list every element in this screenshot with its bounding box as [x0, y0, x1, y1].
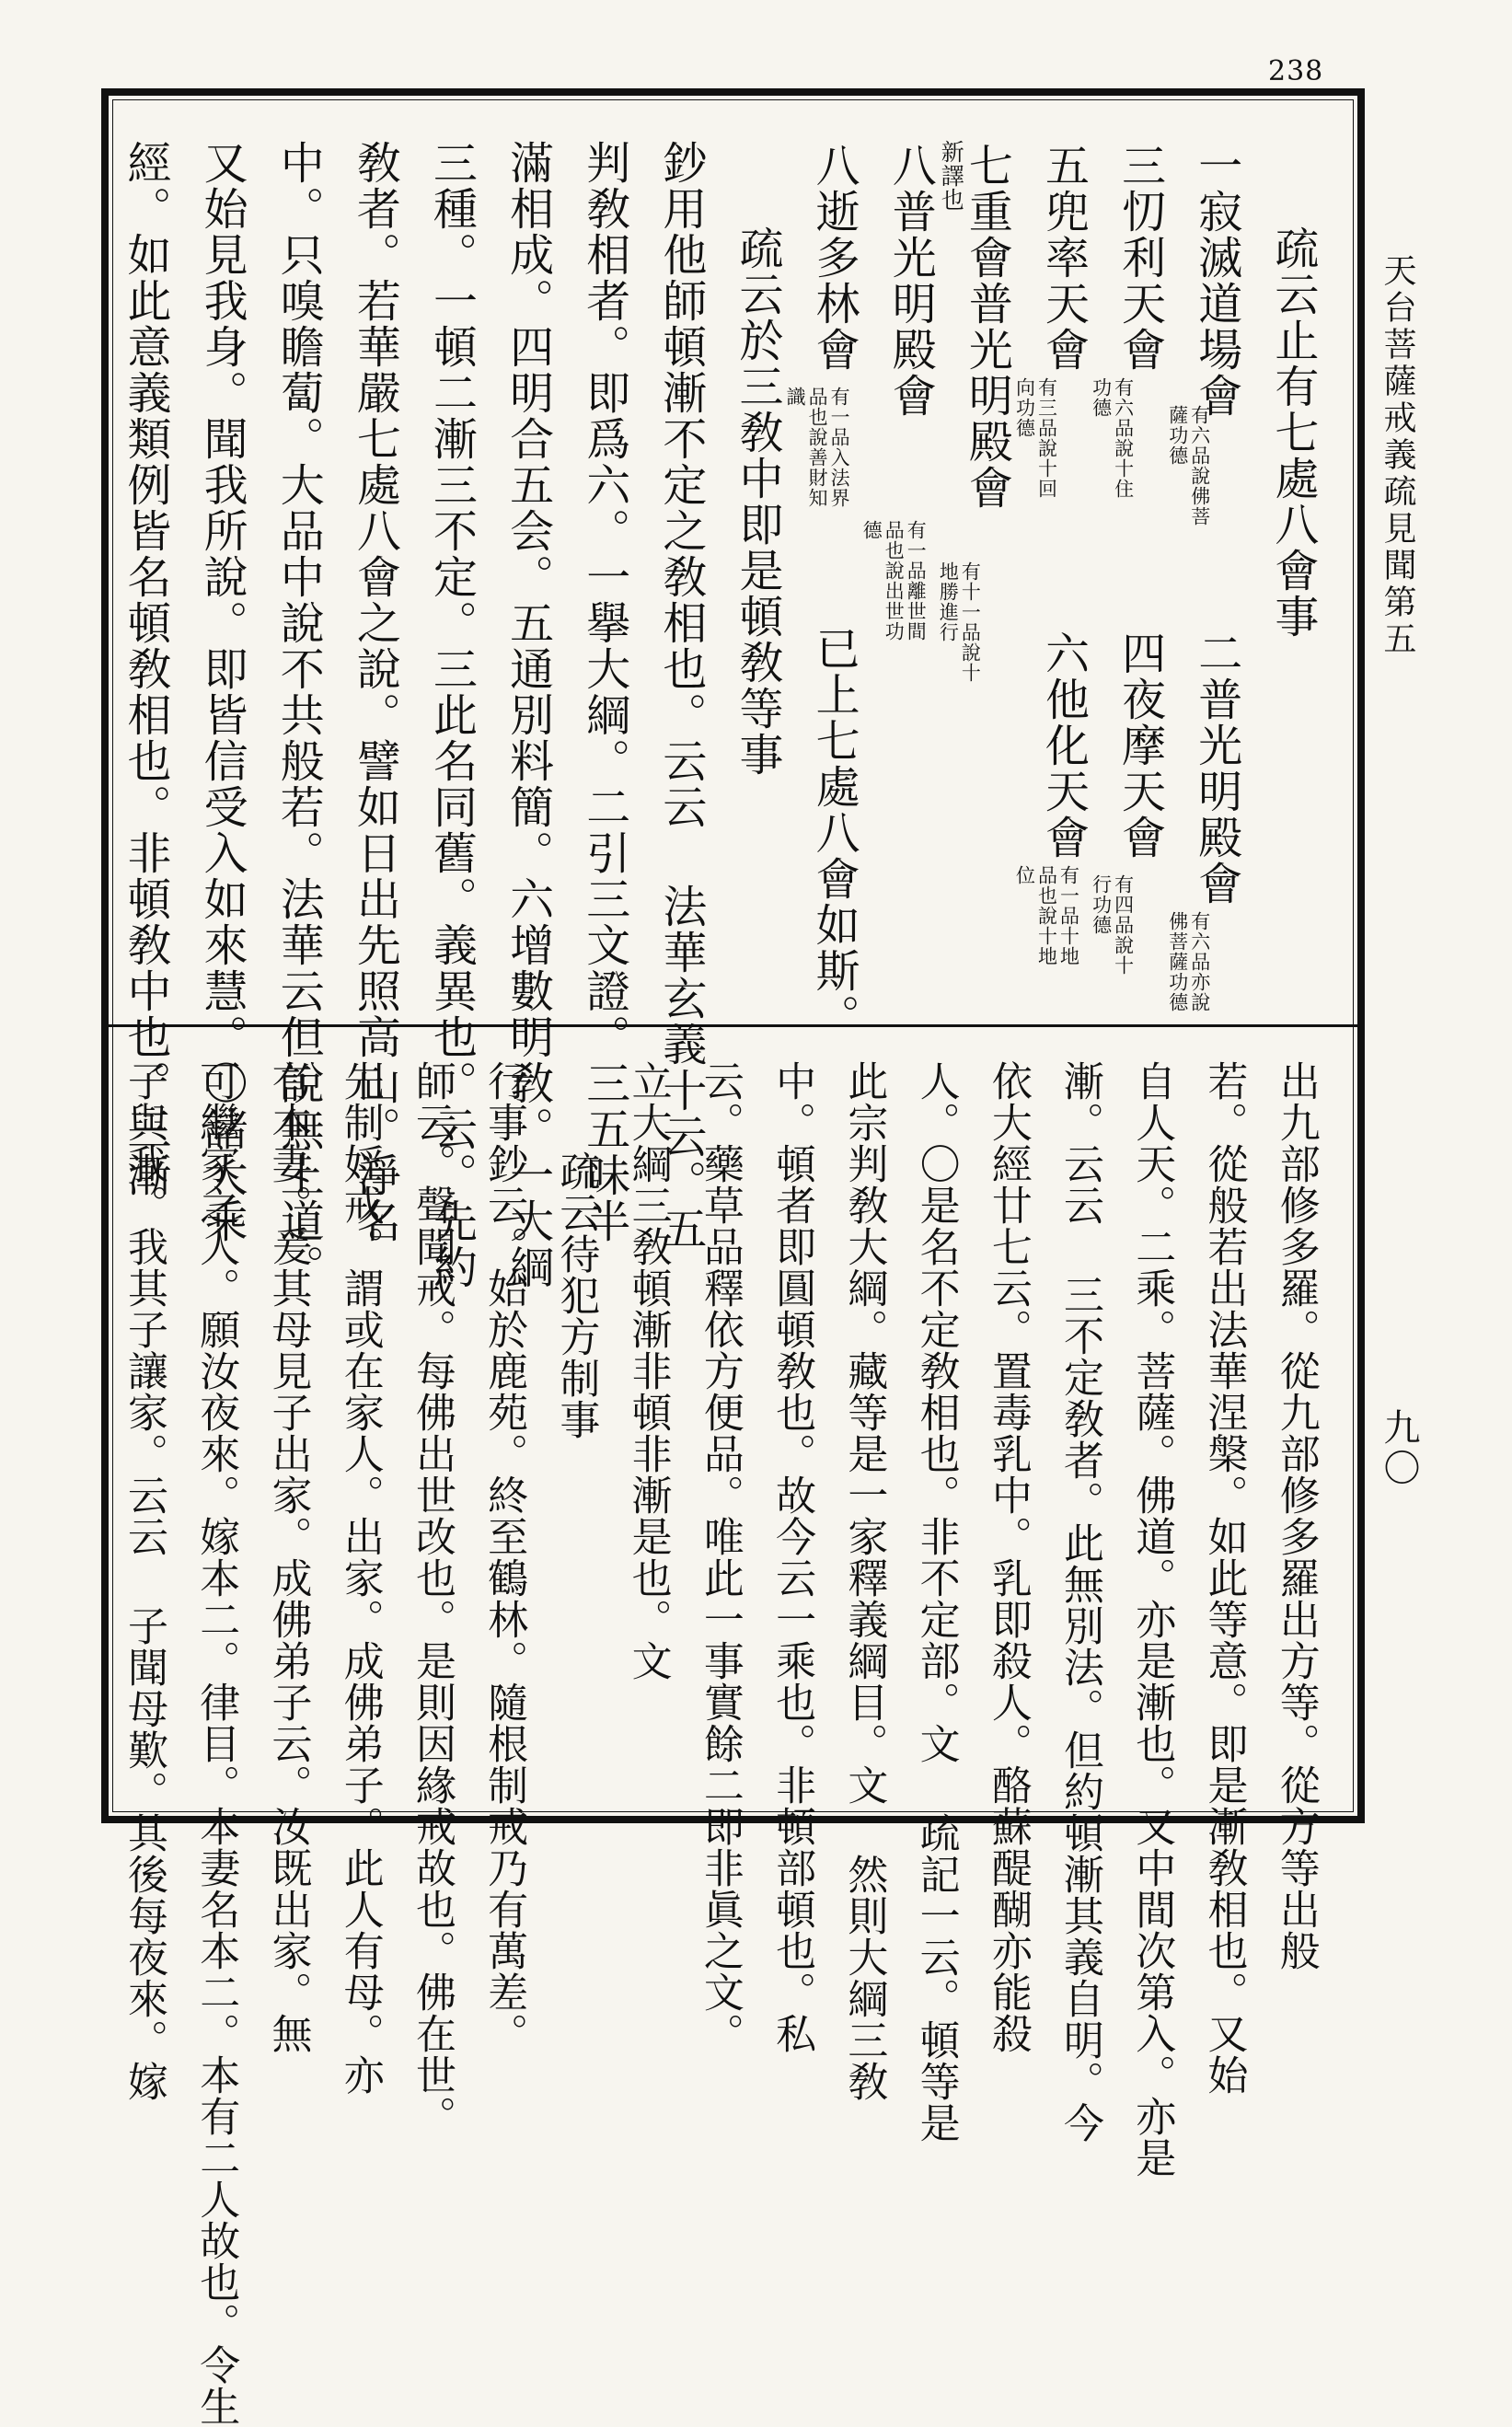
bottom-body-line-14: 有本妻。爰其母見子出家。成佛弟子云。汝既出家。無: [264, 1060, 312, 2054]
bottom-heading: 疏云待犯方制事: [552, 1150, 600, 1440]
assembly-4-note: 有四品說十行功德: [1090, 874, 1135, 976]
assembly-2-note: 有六品亦說佛菩薩功德: [1166, 911, 1211, 1012]
bottom-body-line-3: 自人天。二乘。菩薩。佛道。亦是漸也。又中間次第入。亦是: [1128, 1060, 1176, 2179]
assembly-5-note: 有三品說十回向功德: [1013, 377, 1058, 499]
bottom-body-line-9: 云。藥草品釋依方便品。唯此一事實餘二即非眞之文。: [696, 1060, 744, 2054]
top-heading: 疏云止有七處八會事: [1266, 225, 1319, 640]
bottom-body-line-6: 人。〇是名不定敎相也。非不定部。文 疏記一云。頓等是: [912, 1060, 960, 2144]
assembly-3-note: 有六品說十住功德: [1090, 377, 1135, 499]
bottom-body-line-8: 中。頓者即圓頓敎也。故今云一乘也。非頓部頓也。私: [768, 1060, 816, 2054]
bottom-body-line-13: 先制婬戒。謂或在家人。出家。成佛弟子。此人有母。亦: [336, 1060, 384, 2096]
bottom-body-line-11: 行事鈔云。始於鹿苑。終至鶴林。隨根制戒乃有萬差。: [480, 1060, 528, 2054]
bottom-body-line-12: 師云。聲聞戒。每佛出世改也。是則因緣戒故也。佛在世。: [408, 1060, 456, 2137]
top-body-line-3: 滿相成。四明合五会。五通別料簡。六增數明敎。一大綱: [502, 140, 554, 1290]
bottom-body-line-10: 立大綱三敎頓漸非頓非漸是也。文: [624, 1060, 672, 1682]
top-body-line-2: 判敎相者。即爲六。一擧大綱。二引三文證。三五味半: [578, 140, 630, 1244]
assembly-1-note: 有六品說佛菩薩功德: [1166, 405, 1211, 526]
top-body-line-5: 敎者。若華嚴七處八會之說。譬如日出先照高山。淨名: [349, 140, 401, 1244]
top-body-line-6: 中。只嗅瞻蔔。大品中說不共般若。法華云但說無上道。: [272, 140, 325, 1290]
top-body-line-8: 經。如此意義類例皆名頓敎相也。非頓敎中也。三漸: [120, 140, 171, 1198]
assemblies-conclusion: 已上七處八會如斯。: [808, 626, 860, 1040]
assembly-2: 二普光明殿會: [1190, 630, 1242, 907]
assembly-7: 七重會普光明殿會: [961, 143, 1013, 511]
assembly-9: 八逝多林會: [808, 143, 860, 373]
top-body-line-7: 又始見我身。聞我所說。即皆信受入如來慧。〇諸大乘: [196, 140, 248, 1244]
top-body-line-4: 三種。一頓二漸三不定。三此名同舊。義異也。云。先約: [425, 140, 478, 1290]
bottom-body-line-4: 漸。云云 三不定敎者。此無別法。但約頓漸其義自明。今: [1056, 1060, 1104, 2144]
bottom-body-line-2: 若。從般若出法華涅槃。如此等意。即是漸敎相也。又始: [1200, 1060, 1248, 2096]
assembly-9-note: 有一品入法界品也說善財知識: [784, 387, 851, 508]
assembly-8-side-note: 新譯也: [938, 140, 965, 212]
assembly-8: 八普光明殿會: [884, 143, 937, 419]
assembly-5: 五兜率天會: [1037, 143, 1090, 373]
bottom-body-line-7: 此宗判敎大綱。藏等是一家釋義綱目。文 然則大綱三敎: [840, 1060, 888, 2102]
assembly-3: 三忉利天會: [1114, 143, 1166, 373]
running-header: 天台菩薩戒義疏見聞第五: [1379, 253, 1416, 658]
top-heading-2: 疏云於三敎中即是頓敎等事: [732, 225, 783, 778]
bottom-body-line-16: 子與我。我其子讓家。云云 子聞母歎。其後每夜來。嫁: [121, 1060, 167, 2102]
assembly-1: 一寂滅道場會: [1190, 143, 1242, 419]
bottom-body-line-15: 可繼家之人。願汝夜來。嫁本二。律目。本妻名本二。本有二人故也。令生: [192, 1060, 240, 2427]
bottom-body-line-1: 出九部修多羅。從九部修多羅出方等。從方等出般: [1272, 1060, 1320, 1971]
folio: 九〇: [1378, 1408, 1420, 1489]
assembly-8-note: 有一品離世間品也說出世功德: [860, 520, 928, 641]
assembly-4: 四夜摩天會: [1114, 630, 1166, 861]
assembly-6-note: 有一品十地品也說十地位: [1013, 865, 1080, 966]
assembly-7-note: 有十一品說十地勝進行: [937, 561, 982, 683]
bottom-body-line-5: 依大經廿七云。置毒乳中。乳即殺人。酪蘇醍醐亦能殺: [984, 1060, 1032, 2054]
page-number: 238: [1268, 55, 1324, 87]
assembly-6: 六他化天會: [1037, 630, 1090, 861]
top-body-line-1: 鈔用他師頓漸不定之敎相也。云云 法華玄義十云。五: [654, 140, 707, 1252]
